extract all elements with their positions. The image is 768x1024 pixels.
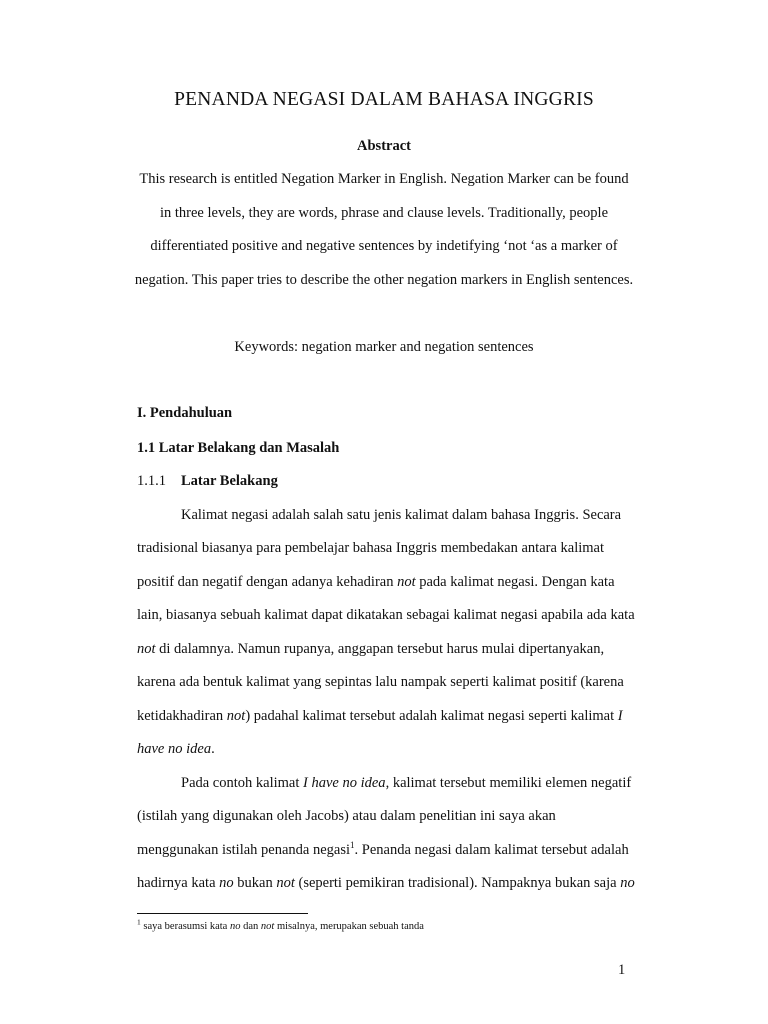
- subsubsection-title: Latar Belakang: [181, 473, 278, 489]
- footnote-separator: [137, 913, 308, 914]
- section-heading: I. Pendahuluan: [137, 405, 233, 421]
- paragraph-line: tradisional biasanya para pembelajar bahasa Inggris membedakan antara kalimat: [137, 540, 605, 556]
- subsubsection-number: 1.1.1: [137, 473, 166, 489]
- abstract-line: differentiated positive and negative sentences by indetifying ‘not ‘as a marker of: [150, 238, 618, 254]
- paragraph-line: not di dalamnya. Namun rupanya, anggapan tersebut harus mulai dipertanyakan,: [137, 641, 605, 657]
- footnote-ref[interactable]: 1: [350, 840, 355, 851]
- abstract-line: negation. This paper tries to describe the other negation markers in English sentences.: [134, 272, 634, 288]
- paragraph-line: hadirnya kata no bukan not (seperti pemikiran tradisional). Nampaknya bukan saja no: [137, 875, 635, 891]
- abstract-line: in three levels, they are words, phrase and clause levels. Traditionally, people: [159, 205, 609, 221]
- page-number: 1: [618, 962, 626, 978]
- subsection-heading: 1.1 Latar Belakang dan Masalah: [137, 440, 340, 456]
- keywords: Keywords: negation marker and negation sentences: [234, 339, 534, 355]
- paragraph-line: Kalimat negasi adalah salah satu jenis kalimat dalam bahasa Inggris. Secara: [181, 507, 622, 523]
- footnote: $^1$ saya berasumsi kata no dan not misalnya, merupakan sebuah tanda: [137, 917, 424, 932]
- abstract-line: This research is entitled Negation Marker in English. Negation Marker can be found: [139, 171, 629, 187]
- paragraph-line: (istilah yang digunakan oleh Jacobs) atau dalam penelitian ini saya akan: [137, 808, 556, 824]
- paragraph-line: positif dan negatif dengan adanya kehadiran not pada kalimat negasi. Dengan kata: [137, 574, 615, 590]
- paper-title: PENANDA NEGASI DALAM BAHASA INGGRIS: [174, 89, 594, 110]
- paragraph-line: menggunakan istilah penanda negasi$^1$. Penanda negasi dalam kalimat tersebut adalah: [137, 840, 629, 858]
- abstract-heading: Abstract: [357, 138, 411, 154]
- paragraph-line: ketidakhadiran not) padahal kalimat tersebut adalah kalimat negasi seperti kalimat I: [137, 708, 623, 724]
- paragraph-line: karena ada bentuk kalimat yang sepintas lalu nampak seperti kalimat positif (karena: [137, 674, 624, 690]
- paragraph-line: lain, biasanya sebuah kalimat dapat dikatakan sebagai kalimat negasi apabila ada kata: [137, 607, 635, 623]
- paragraph-line: Pada contoh kalimat I have no idea, kalimat tersebut memiliki elemen negatif: [181, 775, 632, 791]
- paragraph-line: have no idea.: [137, 741, 215, 757]
